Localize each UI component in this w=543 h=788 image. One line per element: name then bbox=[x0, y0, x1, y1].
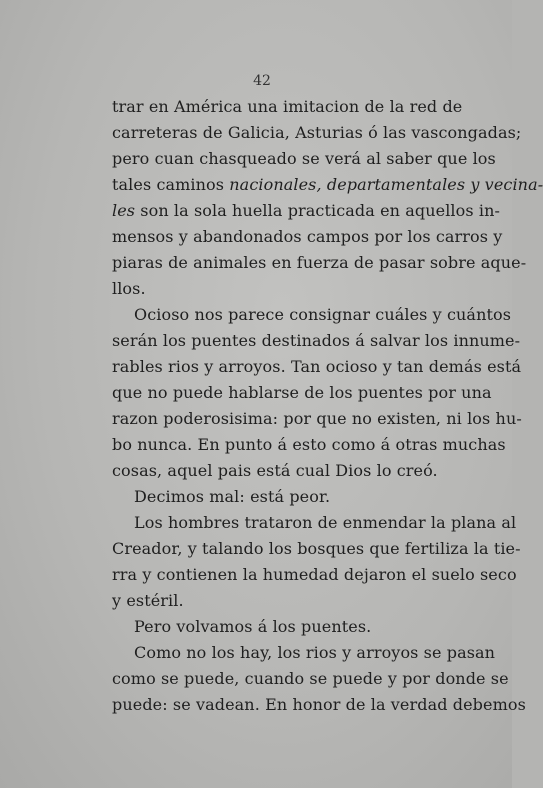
text-line: razon poderosisima: por que no existen, ni los hu- bbox=[112, 409, 522, 428]
text-line: Los hombres trataron de enmendar la plana al bbox=[134, 513, 517, 532]
page-number: 42 bbox=[253, 73, 271, 89]
text-line: pero cuan chasqueado se verá al saber que los bbox=[112, 149, 496, 168]
text-line: Ocioso nos parece consignar cuáles y cuántos bbox=[134, 305, 512, 324]
text-line: que no puede hablarse de los puentes por una bbox=[112, 383, 492, 402]
text-line: llos. bbox=[112, 279, 146, 298]
italic-span: nacionales, departamentales y vecina- bbox=[229, 175, 543, 194]
text-line: como se puede, cuando se puede y por donde se bbox=[112, 669, 509, 688]
text-span: son la sola huella practicada en aquellos in- bbox=[135, 201, 501, 220]
text-line: Creador, y talando los bosques que fertiliza la tie- bbox=[112, 539, 521, 558]
text-line: serán los puentes destinados á salvar los innume- bbox=[112, 331, 521, 350]
text-line: rra y contienen la humedad dejaron el suelo seco bbox=[112, 565, 517, 584]
text-line: Pero volvamos á los puentes. bbox=[134, 617, 372, 636]
text-line: trar en América una imitacion de la red de bbox=[112, 97, 463, 116]
text-line: piaras de animales en fuerza de pasar sobre aque- bbox=[112, 253, 527, 272]
body-text bbox=[112, 94, 543, 718]
text-line bbox=[112, 198, 501, 224]
text-line: cosas, aquel pais está cual Dios lo creó. bbox=[112, 461, 438, 480]
text-line: carreteras de Galicia, Asturias ó las vascongadas; bbox=[112, 123, 522, 142]
text-line: bo nunca. En punto á esto como á otras muchas bbox=[112, 435, 506, 454]
text-line bbox=[112, 172, 543, 198]
text-line: Decimos mal: está peor. bbox=[134, 487, 331, 506]
text-line: puede: se vadean. En honor de la verdad debemos bbox=[112, 695, 526, 714]
text-line: y estéril. bbox=[112, 591, 184, 610]
text-line: mensos y abandonados campos por los carros y bbox=[112, 227, 503, 246]
text-line: rables rios y arroyos. Tan ocioso y tan demás está bbox=[112, 357, 522, 376]
text-span: tales caminos bbox=[112, 175, 230, 194]
text-line: Como no los hay, los rios y arroyos se pasan bbox=[134, 643, 496, 662]
italic-span: les bbox=[112, 201, 136, 220]
